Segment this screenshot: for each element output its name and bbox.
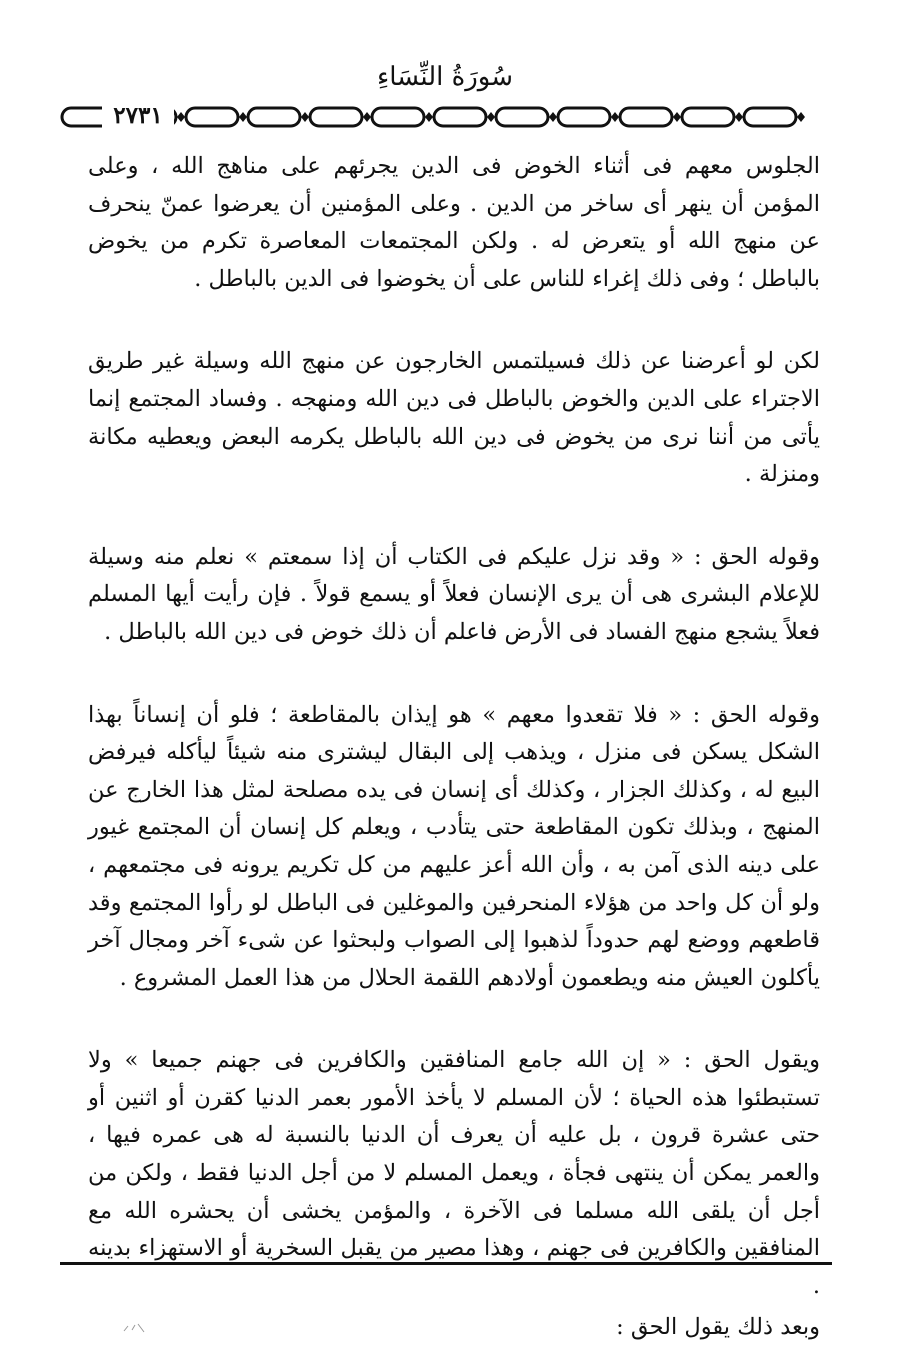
border-link (434, 108, 486, 126)
border-diamond (487, 112, 495, 122)
paragraph: وقوله الحق : « فلا تقعدوا معهم » هو إيذان بالمقاطعة ؛ فلو أن إنساناً بهذا الشكل يسكن فى منزل ، ويذهب إلى البقال ليشترى منه شيئاً ليأكله فيرفض البيع له ، وكذلك الجزار ، وكذلك أى إنسان فى يده مصلحة لمثل هذا الخارج عن المنهج ، وبذلك تكون المقاطعة حتى يتأدب ، ويعلم كل إنسان أن المجتمع غيور على دينه الذى آمن به ، وأن الله أعز عليهم من كل تكريم يرونه فى مجتمعهم ، ولو أن كل واحد من هؤلاء المنحرفين والموغلين فى الباطل لو رأوا المجتمع وقد قاطعهم ووضع لهم حدوداً لذهبوا إلى الصواب ولبحثوا عن شىء آخر ومجال آخر يأكلون العيش منه ويطعمون أولادهم اللقمة الحلال من هذا العمل المشروع . (88, 701, 820, 991)
border-diamond (425, 112, 433, 122)
border-link (620, 108, 672, 126)
surah-title: سُورَةُ النِّسَاءِ (377, 62, 513, 92)
paragraph: الجلوس معهم فى أثناء الخوض فى الدين يجرئهم على مناهج الله ، وعلى المؤمن أن ينهر أى ساخر من الدين . وعلى المؤمنين أن يعرضوا عمنّ ينحرف عن منهج الله أو يتعرض له . ولكن المجتمعات المعاصرة تكرم من يخوض بالباطل ؛ وفى ذلك إغراء للناس على أن يخوضوا فى الدين بالباطل . (88, 153, 820, 292)
border-diamond (177, 112, 185, 122)
border-link (186, 108, 238, 126)
border-diamond (363, 112, 371, 122)
border-link (248, 108, 300, 126)
border-link (558, 108, 610, 126)
border-diamond (549, 112, 557, 122)
footer-rule (60, 1262, 832, 1265)
border-diamond (611, 112, 619, 122)
border-diamond (239, 112, 247, 122)
page-number: ٢٧٣١ (102, 101, 174, 131)
border-link (310, 108, 362, 126)
scan-speck-icon (122, 1322, 152, 1334)
border-link (496, 108, 548, 126)
border-link (682, 108, 734, 126)
border-diamond (797, 112, 805, 122)
body-text (88, 148, 820, 1347)
border-link (372, 108, 424, 126)
paragraph: لكن لو أعرضنا عن ذلك فسيلتمس الخارجون عن منهج الله وسيلة غير طريق الاجتراء على الدين والخوض بالباطل فى دين الله ومنهجه . وفساد المجتمع إنما يأتى من أننا نرى من يخوض فى دين الله بالباطل يكرمه البعض ويعطيه مكانة ومنزلة . (88, 348, 820, 488)
closing-line: وبعد ذلك يقول الحق : (616, 1314, 820, 1341)
paragraph: ويقول الحق : « إن الله جامع المنافقين والكافرين فى جهنم جميعا » ولا تستبطئوا هذه الحياة ؛ لأن المسلم لا يأخذ الأمور بعمر الدنيا كقرن أو اثنين أو حتى عشرة قرون ، بل عليه أن يعرف أن الدنيا بالنسبة له هى عمره فيها ، والعمر يمكن أن ينتهى فجأة ، ويعمل المسلم لا من أجل الدنيا فقط ، ولكن من أجل أن يلقى الله مسلما فى الآخرة ، والمؤمن يخشى أن يحشره الله مع المنافقين والكافرين فى جهنم ، وهذا مصير من يقبل السخرية أو الاستهزاء بدينه . (88, 1047, 820, 1299)
border-diamond (301, 112, 309, 122)
border-diamond (673, 112, 681, 122)
border-diamond (735, 112, 743, 122)
ornamental-border-icon (58, 100, 834, 134)
paragraph: وقوله الحق : « وقد نزل عليكم فى الكتاب أن إذا سمعتم » نعلم منه وسيلة للإعلام البشرى هى أن يرى الإنسان فعلاً أو يسمع قولاً . فإن رأيت أيها المسلم فعلاً يشجع منهج الفساد فى الأرض فاعلم أن ذلك خوض فى دين الله بالباطل . (88, 543, 820, 645)
border-link (744, 108, 796, 126)
